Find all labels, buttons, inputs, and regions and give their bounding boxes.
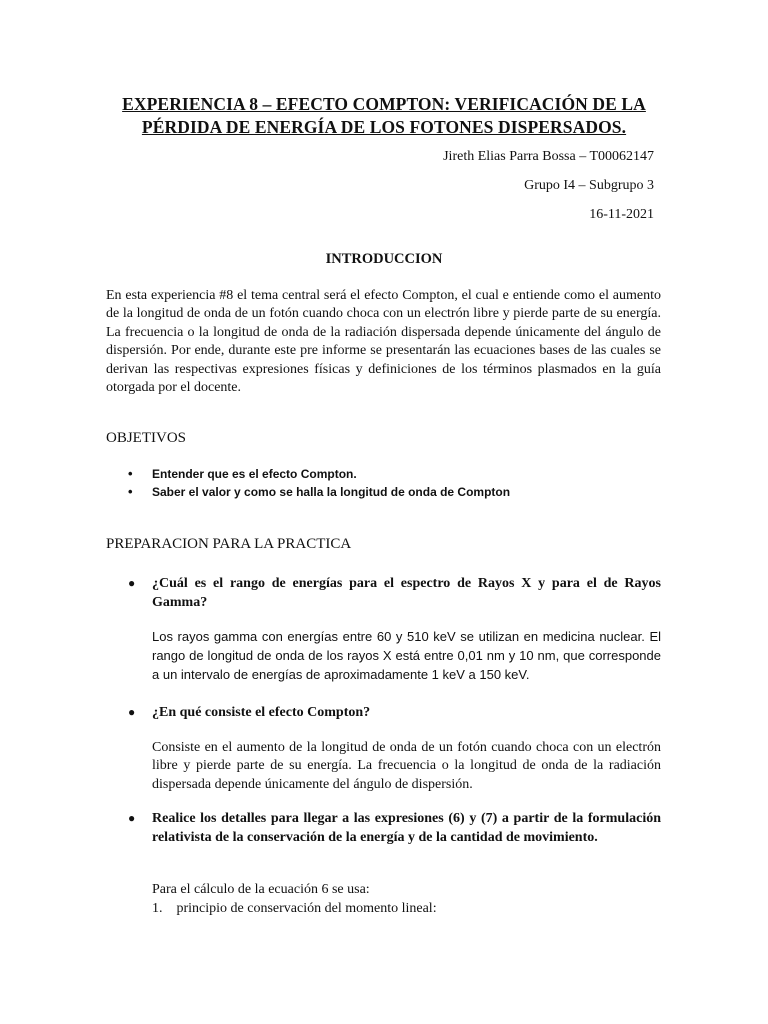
list-item: • Entender que es el efecto Compton.	[128, 465, 510, 483]
intro-paragraph	[106, 287, 661, 397]
calc-intro: Para el cálculo de la ecuación 6 se usa:	[152, 882, 370, 897]
bullet-icon: ●	[128, 705, 136, 719]
step-1	[152, 900, 437, 918]
bullet-icon: ●	[128, 576, 136, 590]
intro-text: En esta experiencia #8 el tema central será el efecto Compton, el cual e entiende como el aumento de la longitud de onda de un fotón cuando choca con un electrón libre y pierde parte de su energía. La frecuencia o la longitud de onda de la radiación dispersada depende únicamente del ángulo de dispersión. Por ende, durante este pre informe se presentarán las ecuaciones bases de las cuales se derivan las respectivas expresiones físicas y definiciones de los términos plasmados en la guía otorgada por el docente.	[106, 288, 661, 396]
step-1-text: principio de conservación del momento lineal:	[176, 901, 437, 916]
question-3	[130, 809, 661, 847]
date-line: 16-11-2021	[589, 207, 654, 222]
author-line: Jireth Elias Parra Bossa – T00062147	[443, 149, 654, 164]
objectives-heading: OBJETIVOS	[106, 430, 187, 446]
question-2-text: ¿En qué consiste el efecto Compton?	[152, 705, 371, 720]
document-title: EXPERIENCIA 8 – EFECTO COMPTON: VERIFICACIÓN DE LA PÉRDIDA DE ENERGÍA DE LOS FOTONES DISPERSADOS.	[122, 94, 646, 137]
question-1	[130, 574, 661, 612]
list-item: • Saber el valor y como se halla la longitud de onda de Compton	[128, 483, 510, 501]
step-number: 1.	[152, 901, 163, 916]
answer-1: Los rayos gamma con energías entre 60 y 510 keV se utilizan en medicina nuclear. El rango de longitud de onda de los rayos X está entre 0,01 nm y 10 nm, que corresponde a un intervalo de energías de aproximadamente 1 keV a 150 keV.	[152, 629, 661, 682]
question-1-text: ¿Cuál es el rango de energías para el espectro de Rayos X y para el de Rayos Gamma?	[152, 576, 661, 610]
objectives-list	[128, 465, 510, 501]
bullet-icon: ●	[128, 811, 136, 825]
question-3-text: Realice los detalles para llegar a las expresiones (6) y (7) a partir de la formulación relativista de la conservación de la energía y de la cantidad de movimiento.	[152, 811, 661, 845]
intro-heading: INTRODUCCION	[325, 251, 443, 267]
question-2	[130, 703, 661, 722]
answer-2: Consiste en el aumento de la longitud de onda de un fotón cuando choca con un electrón libre y pierde parte de su energía. La frecuencia o la longitud de onda de la radiación dispersada depende únicamente del ángulo de dispersión.	[152, 740, 661, 792]
preparation-heading: PREPARACION PARA LA PRACTICA	[106, 536, 352, 552]
group-line: Grupo I4 – Subgrupo 3	[524, 178, 654, 193]
